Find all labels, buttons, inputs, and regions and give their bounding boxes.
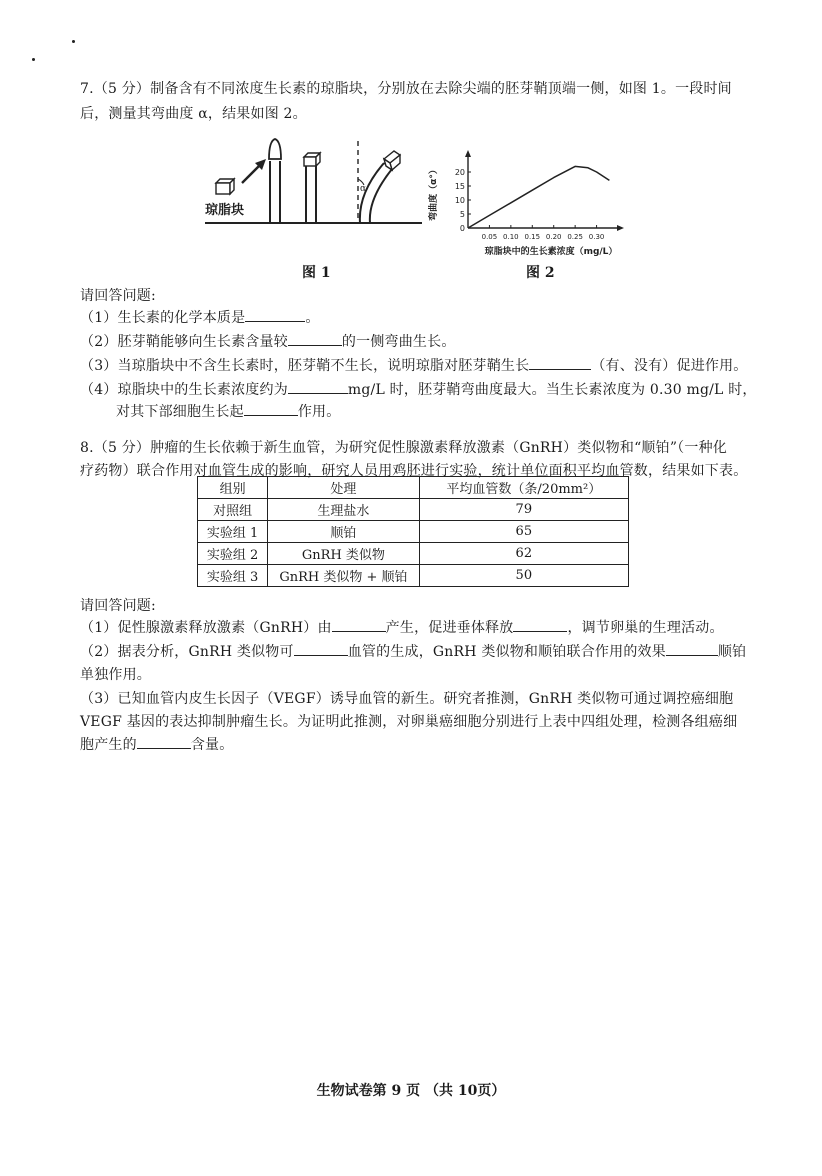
- q8-sub2-line2: 单独作用。: [80, 667, 151, 683]
- q8-sub1: [80, 617, 724, 637]
- table-header-cell: 平均血管数（条/20mm²）: [419, 477, 628, 499]
- x-tick-label: 0.20: [545, 233, 562, 241]
- table-cell: GnRH 类似物: [268, 543, 419, 565]
- agar-block-icon: [216, 179, 234, 194]
- table-cell: 实验组 1: [198, 521, 268, 543]
- q7-sub1: [80, 307, 320, 327]
- q7-stem-line2: 后，测量其弯曲度 α，结果如图 2。: [80, 106, 307, 122]
- alpha-label: α: [360, 184, 367, 194]
- table-cell: 50: [419, 565, 628, 587]
- q7-sub4-line2-text: 对其下部细胞生长起: [116, 404, 244, 420]
- answer-blank[interactable]: [245, 309, 305, 322]
- x-axis-arrow: [617, 225, 624, 231]
- q8-sub3-line2: VEGF 基因的表达抑制肿瘤生长。为证明此推测，对卵巢癌细胞分别进行上表中四组处理，检测各组癌细: [80, 714, 738, 730]
- coleoptile-1: [269, 139, 281, 223]
- answer-blank[interactable]: [513, 619, 567, 632]
- q7-sub3: [80, 355, 748, 375]
- figure-2-caption: 图 2: [526, 265, 555, 281]
- origin-label: 0: [459, 224, 465, 233]
- agar-block-label: 琼脂块: [205, 203, 245, 218]
- q8-sub2-mid: 血管的生成，GnRH 类似物和顺铂联合作用的效果: [347, 644, 666, 660]
- x-tick-label: 0.15: [524, 233, 541, 241]
- y-tick-label: 20: [454, 168, 465, 177]
- answer-blank[interactable]: [244, 403, 298, 416]
- q8-sub1-end: ，调节卵巢的生理活动。: [567, 620, 724, 636]
- q8-sub3-line1: （3）已知血管内皮生长因子（VEGF）诱导血管的新生。研究者推测，GnRH 类似物可通过调控癌细胞: [80, 691, 734, 707]
- answer-blank[interactable]: [288, 381, 348, 394]
- table-header-row: [198, 477, 629, 499]
- answer-blank[interactable]: [137, 736, 191, 749]
- table-cell: 65: [419, 521, 628, 543]
- y-tick-label: 10: [454, 196, 465, 205]
- page-footer: 生物试卷第 9 页 （共 10页）: [316, 1083, 506, 1099]
- coleoptile-2: [304, 153, 320, 223]
- q7-sub2: [80, 331, 456, 351]
- q8-sub2: [80, 641, 746, 661]
- table-cell: 62: [419, 543, 628, 565]
- figure-1-caption: 图 1: [302, 265, 331, 281]
- q8-sub3-line3: [80, 734, 233, 754]
- y-tick-label: 15: [454, 182, 465, 191]
- q8-sub1-text: （1）促性腺激素释放激素（GnRH）由: [80, 620, 332, 636]
- table-header-cell: 处理: [268, 477, 419, 499]
- q7-sub3-text: （3）当琼脂块中不含生长素时，胚芽鞘不生长，说明琼脂对胚芽鞘生长: [80, 358, 530, 374]
- x-axis-label: 琼脂块中的生长素浓度（mg/L）: [484, 247, 618, 257]
- x-tick-label: 0.05: [481, 233, 498, 241]
- answer-blank[interactable]: [332, 619, 386, 632]
- table-cell: 生理盐水: [268, 499, 419, 521]
- x-tick-label: 0.25: [567, 233, 583, 241]
- series-line: [468, 166, 609, 228]
- q7-prompt: 请回答问题:: [80, 288, 156, 304]
- figure-1-diagram: [200, 135, 430, 235]
- q7-sub4-line2-end: 作用。: [297, 404, 341, 420]
- table-row: [198, 565, 629, 587]
- q8-sub3-line3-end: 含量。: [190, 737, 234, 753]
- figure-2-chart: [428, 150, 628, 260]
- q8-prompt: 请回答问题:: [80, 598, 156, 614]
- x-tick-label: 0.10: [503, 233, 519, 241]
- q7-sub2-text: （2）胚芽鞘能够向生长素含量较: [80, 334, 288, 350]
- q8-sub2-end: 顺铂: [717, 644, 747, 660]
- y-axis-arrow: [465, 150, 471, 157]
- q8-stem-line2: 疗药物）联合作用对血管生成的影响，研究人员用鸡胚进行实验，统计单位面积平均血管数，结果如下表。: [80, 463, 748, 479]
- scan-speck: [72, 40, 75, 43]
- q7-sub4: [80, 379, 757, 399]
- table-cell: 实验组 2: [198, 543, 268, 565]
- table-cell: 实验组 3: [198, 565, 268, 587]
- q7-sub3-end: （有、没有）促进作用。: [591, 358, 748, 374]
- table-row: [198, 521, 629, 543]
- q7-sub1-text: （1）生长素的化学本质是: [80, 310, 246, 326]
- q7-stem-line1: 7.（5 分）制备含有不同浓度生长素的琼脂块，分别放在去除尖端的胚芽鞘顶端一侧，如图 1。一段时间: [80, 81, 732, 97]
- q7-sub4-text: （4）琼脂块中的生长素浓度约为: [80, 382, 288, 398]
- q7-sub4-mid: mg/L 时，胚芽鞘弯曲度最大。当生长素浓度为 0.30 mg/L 时，: [347, 382, 757, 398]
- q7-sub4-line2: [116, 401, 340, 421]
- q8-sub3-line3-text: 胞产生的: [80, 737, 137, 753]
- table-cell: 对照组: [198, 499, 268, 521]
- table-cell: GnRH 类似物 + 顺铂: [268, 565, 419, 587]
- table-cell: 79: [419, 499, 628, 521]
- table-cell: 顺铂: [268, 521, 419, 543]
- answer-blank[interactable]: [294, 643, 348, 656]
- x-tick-label: 0.30: [588, 233, 605, 241]
- table-row: [198, 499, 629, 521]
- results-table: [197, 476, 629, 587]
- y-tick-label: 5: [459, 210, 465, 219]
- q7-sub2-end: 的一侧弯曲生长。: [341, 334, 456, 350]
- answer-blank[interactable]: [288, 333, 342, 346]
- scan-speck: [32, 58, 35, 61]
- table-row: [198, 543, 629, 565]
- q8-stem-line1: 8.（5 分）肿瘤的生长依赖于新生血管，为研究促性腺激素释放激素（GnRH）类似物和“顺铂”（一种化: [80, 440, 727, 456]
- answer-blank[interactable]: [666, 643, 718, 656]
- q7-sub1-end: 。: [305, 310, 320, 326]
- answer-blank[interactable]: [529, 357, 591, 370]
- y-axis-label: 弯曲度（α°）: [429, 165, 439, 221]
- q8-sub1-mid: 产生，促进垂体释放: [385, 620, 514, 636]
- table-header-cell: 组别: [198, 477, 268, 499]
- q8-sub2-text: （2）据表分析，GnRH 类似物可: [80, 644, 294, 660]
